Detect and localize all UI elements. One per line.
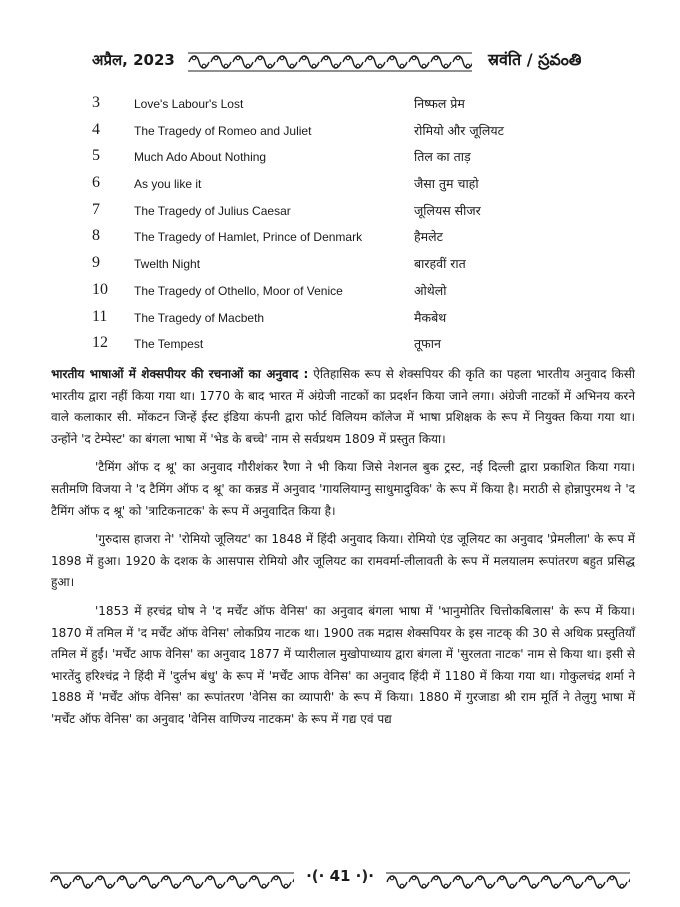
hindi-title: ओथेलो	[414, 282, 447, 298]
article-body	[51, 364, 635, 738]
english-title: Love's Labour's Lost	[134, 97, 244, 111]
play-translation-list	[0, 92, 680, 359]
english-title: The Tragedy of Macbeth	[134, 310, 265, 325]
paragraph: 'टैमिंग ऑफ द श्रू' का अनुवाद गौरीशंकर रैणा ने भी किया जिसे नेशनल बुक ट्रस्ट, नई दिल्ली द्वारा प्रकाशित किया गया। सतीमणि विजया ने 'द टैमिंग ऑफ द श्रू' का कन्नड में अनुवाद 'गायलियाग्नु साधुमादुविक' के रूप में किया है। मराठी से होन्नापुरमथ ने 'द टैमिंग ऑफ द श्रू' को 'त्राटिकनाटक' के रूप में अनुवादित किया है।	[51, 460, 635, 518]
scroll-ornament-icon	[50, 872, 294, 890]
paragraph: भारतीय भाषाओं में शेक्सपीयर की रचनाओं का अनुवाद : ऐतिहासिक रूप से शेक्सपियर की कृति का पहला भारतीय अनुवाद किसी भारतीय द्वारा नहीं किया गया था। 1770 के बाद भारत में अंग्रेजी नाटकों का प्रदर्शन किया जाने लगा। अंग्रेजी नाटकों में अभिनय करने वाले कलाकार सी. मोंकटन जिन्हें ईस्ट इंडिया कंपनी द्वारा फोर्ट विलियम कॉलेज में भाषा प्रशिक्षक के रूप में नियुक्त किया गया था। उन्होंने 'द टेम्पेस्ट' का बंगला भाषा में 'भेड के बच्चे' नाम से सर्वप्रथम 1809 में प्रस्तुत किया।	[51, 367, 635, 446]
english-title: The Tragedy of Hamlet, Prince of Denmark	[134, 230, 363, 245]
page-number: ·(· 41 ·)·	[306, 867, 374, 885]
hindi-title: तूफान	[414, 336, 441, 352]
hindi-title: बारहवीं रात	[414, 256, 466, 272]
english-title: The Tragedy of Romeo and Juliet	[134, 123, 312, 138]
english-title: As you like it	[134, 177, 202, 192]
table-row	[0, 172, 680, 199]
english-title: The Tempest	[134, 337, 204, 352]
english-title: The Tragedy of Julius Caesar	[134, 203, 291, 218]
scroll-ornament-icon	[188, 52, 472, 72]
table-row	[0, 332, 680, 359]
play-number: 12	[92, 334, 108, 352]
play-number: 8	[92, 227, 100, 245]
table-row	[0, 119, 680, 146]
table-row	[0, 199, 680, 226]
english-title: Twelth Night	[134, 257, 201, 272]
table-row	[0, 306, 680, 333]
section-heading: भारतीय भाषाओं में शेक्सपीयर की रचनाओं का अनुवाद :	[51, 367, 309, 381]
scroll-ornament-icon	[386, 872, 630, 890]
hindi-title: निष्फल प्रेम	[414, 96, 465, 111]
play-number: 10	[92, 280, 108, 298]
play-number: 9	[92, 254, 100, 272]
play-number: 7	[92, 200, 100, 218]
hindi-title: हैमलेट	[414, 229, 443, 245]
play-number: 6	[92, 174, 100, 192]
play-number: 3	[92, 94, 100, 111]
hindi-title: रोमियो और जूलियट	[414, 122, 504, 138]
play-number: 11	[92, 307, 108, 325]
english-title: The Tragedy of Othello, Moor of Venice	[134, 283, 343, 298]
paragraph: 'गुरुदास हाजरा ने' 'रोमियो जूलियट' का 1848 में हिंदी अनुवाद किया। रोमियो एंड जूलियट का अनुवाद 'प्रेमलीला' के रूप में 1898 में हुआ। 1920 के दशक के आसपास रोमियो और जूलियट का रामवर्मा-लीलावती के रूप में मलयालम रूपांतरण बहुत प्रसिद्ध हुआ।	[51, 532, 635, 590]
table-row	[0, 279, 680, 306]
play-number: 5	[92, 147, 100, 165]
paragraph: '1853 में हरचंद्र घोष ने 'द मर्चेंट ऑफ वेनिस' का अनुवाद बंगला भाषा में 'भानुमोतिर चित्तोकबिलास' के रूप में किया। 1870 में तमिल में 'द मर्चेंट ऑफ वेनिस' लोकप्रिय नाटक था। 1900 तक मद्रास शेक्सपियर के इस नाटक् की 30 से अधिक प्रस्तुतियाँ तमिल में हुईं। 'मर्चेंट आफ वेनिस' का अनुवाद 1877 में प्यारीलाल मुखोपाध्याय द्वारा बंगला में 'सुरलता नाटक' नाम से किया था। इसी से भारतेंदु हरिश्चंद्र ने हिंदी में 'दुर्लभ बंधु' के रूप में 'मर्चेंट आफ वेनिस' का अनुवाद हिंदी में 1180 में किया गया था। गोकुलचंद्र शर्मा ने 1888 में 'मर्चेंट ऑफ वेनिस' का रूपांतरण 'वेनिस का व्यापारी' के रूप में किया। 1880 में गुरजाडा श्री राम मूर्ति ने तेलुगु भाषा में 'मर्चेंट ऑफ वेनिस' का अनुवाद 'वेनिस वाणिज्य नाटकम' के रूप में गद्य एवं पद्य	[51, 603, 635, 726]
page-footer	[0, 866, 680, 896]
table-row	[0, 225, 680, 252]
play-number: 4	[92, 120, 100, 138]
table-row	[0, 92, 680, 119]
issue-date: अप्रैल, 2023	[92, 51, 175, 69]
table-row	[0, 252, 680, 279]
english-title: Much Ado About Nothing	[134, 150, 267, 165]
hindi-title: मैकबेथ	[414, 309, 447, 325]
magazine-title: स्रवंति / స్రవంతి	[488, 50, 582, 69]
table-row	[0, 145, 680, 172]
hindi-title: तिल का ताड़	[414, 149, 471, 165]
page-header	[0, 46, 680, 76]
hindi-title: जूलियस सीजर	[414, 202, 481, 218]
hindi-title: जैसा तुम चाहो	[414, 176, 479, 192]
